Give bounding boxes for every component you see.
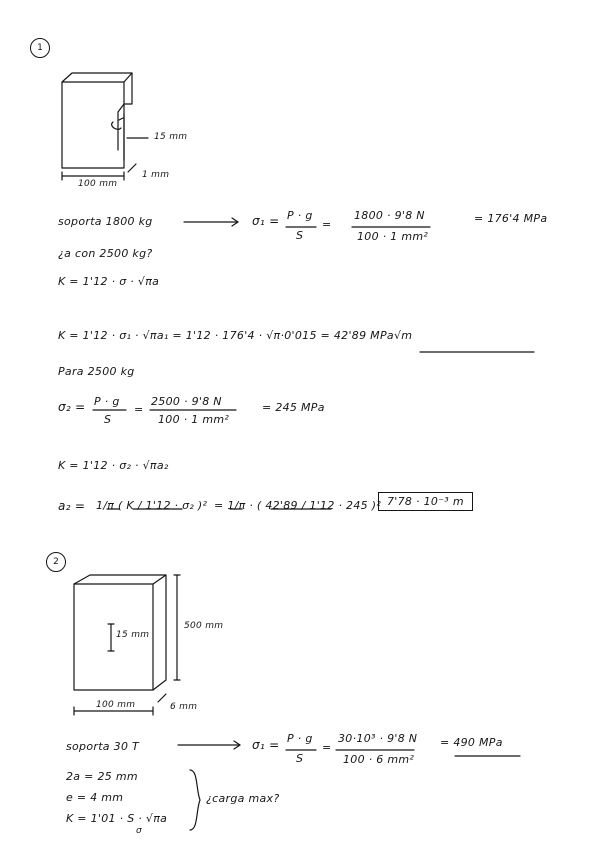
a2-expression: 1/π ( K / 1'12 · σ₂ )² xyxy=(96,499,208,512)
block-drawing-2 xyxy=(74,575,180,715)
fraction-denominator-values: 100 · 1 mm² xyxy=(357,230,429,243)
sigma2-numerator: P · g xyxy=(94,395,120,408)
given-e: e = 4 mm xyxy=(66,791,124,804)
section-number-1: 1 xyxy=(30,38,50,58)
height-label: 500 mm xyxy=(184,621,224,631)
given-2a: 2a = 25 mm xyxy=(66,770,138,783)
given-sigma-under: σ xyxy=(136,826,143,836)
sigma2-symbol: σ₂ = xyxy=(58,400,86,414)
sigma2-result: = 245 MPa xyxy=(262,401,325,414)
given-k: K = 1'01 · S · √πa xyxy=(66,812,168,825)
section-number-2: 2 xyxy=(46,552,66,572)
soporta-line: soporta 1800 kg xyxy=(58,215,153,228)
k-calculation: K = 1'12 · σ₁ · √πa₁ = 1'12 · 176'4 · √π·0'015 = 42'89 MPa√m xyxy=(58,329,413,342)
width-label: 100 mm xyxy=(78,179,118,189)
sigma2-denominator-values: 100 · 1 mm² xyxy=(158,413,230,426)
sigma2-denominator: S xyxy=(104,413,112,426)
block-drawing-1 xyxy=(62,73,148,180)
fraction-denominator-2: S xyxy=(296,752,304,765)
sigma2-numerator-values: 2500 · 9'8 N xyxy=(151,395,222,408)
crack-length-label: 15 mm xyxy=(154,132,188,142)
width-label-2: 100 mm xyxy=(96,700,136,710)
question-line: ¿a con 2500 kg? xyxy=(58,247,153,260)
question-line-2: ¿carga max? xyxy=(206,792,280,805)
equals-sign: = xyxy=(322,218,332,231)
fraction-numerator-values-2: 30·10³ · 9'8 N xyxy=(338,732,418,745)
para-line: Para 2500 kg xyxy=(58,365,135,378)
sigma1-result: = 176'4 MPa xyxy=(474,212,548,225)
thickness-label: 1 mm xyxy=(142,170,170,180)
k-formula-2: K = 1'12 · σ₂ · √πa₂ xyxy=(58,459,169,472)
equals-sign-2: = xyxy=(134,403,144,416)
fraction-numerator-values: 1800 · 9'8 N xyxy=(354,209,425,222)
equals-sign-3: = xyxy=(322,741,332,754)
thickness-label-2: 6 mm xyxy=(170,702,198,712)
a2-expression-values: = 1/π · ( 42'89 / 1'12 · 245 )² xyxy=(214,499,382,512)
sigma1-symbol: σ₁ = xyxy=(252,214,280,228)
soporta-line-2: soporta 30 T xyxy=(66,740,140,753)
crack-length-label-2: 15 mm xyxy=(116,630,150,640)
a2-symbol: a₂ = xyxy=(58,499,86,513)
a2-result-box xyxy=(378,492,473,511)
sigma1-result-2: = 490 MPa xyxy=(440,736,503,749)
fraction-numerator-2: P · g xyxy=(287,732,313,745)
k-formula: K = 1'12 · σ · √πa xyxy=(58,275,160,288)
sigma1-symbol-2: σ₁ = xyxy=(252,738,280,752)
fraction-denominator-values-2: 100 · 6 mm² xyxy=(343,753,415,766)
a2-result: 7'78 · 10⁻³ m xyxy=(387,495,464,508)
fraction-numerator: P · g xyxy=(287,209,313,222)
fraction-denominator: S xyxy=(296,229,304,242)
